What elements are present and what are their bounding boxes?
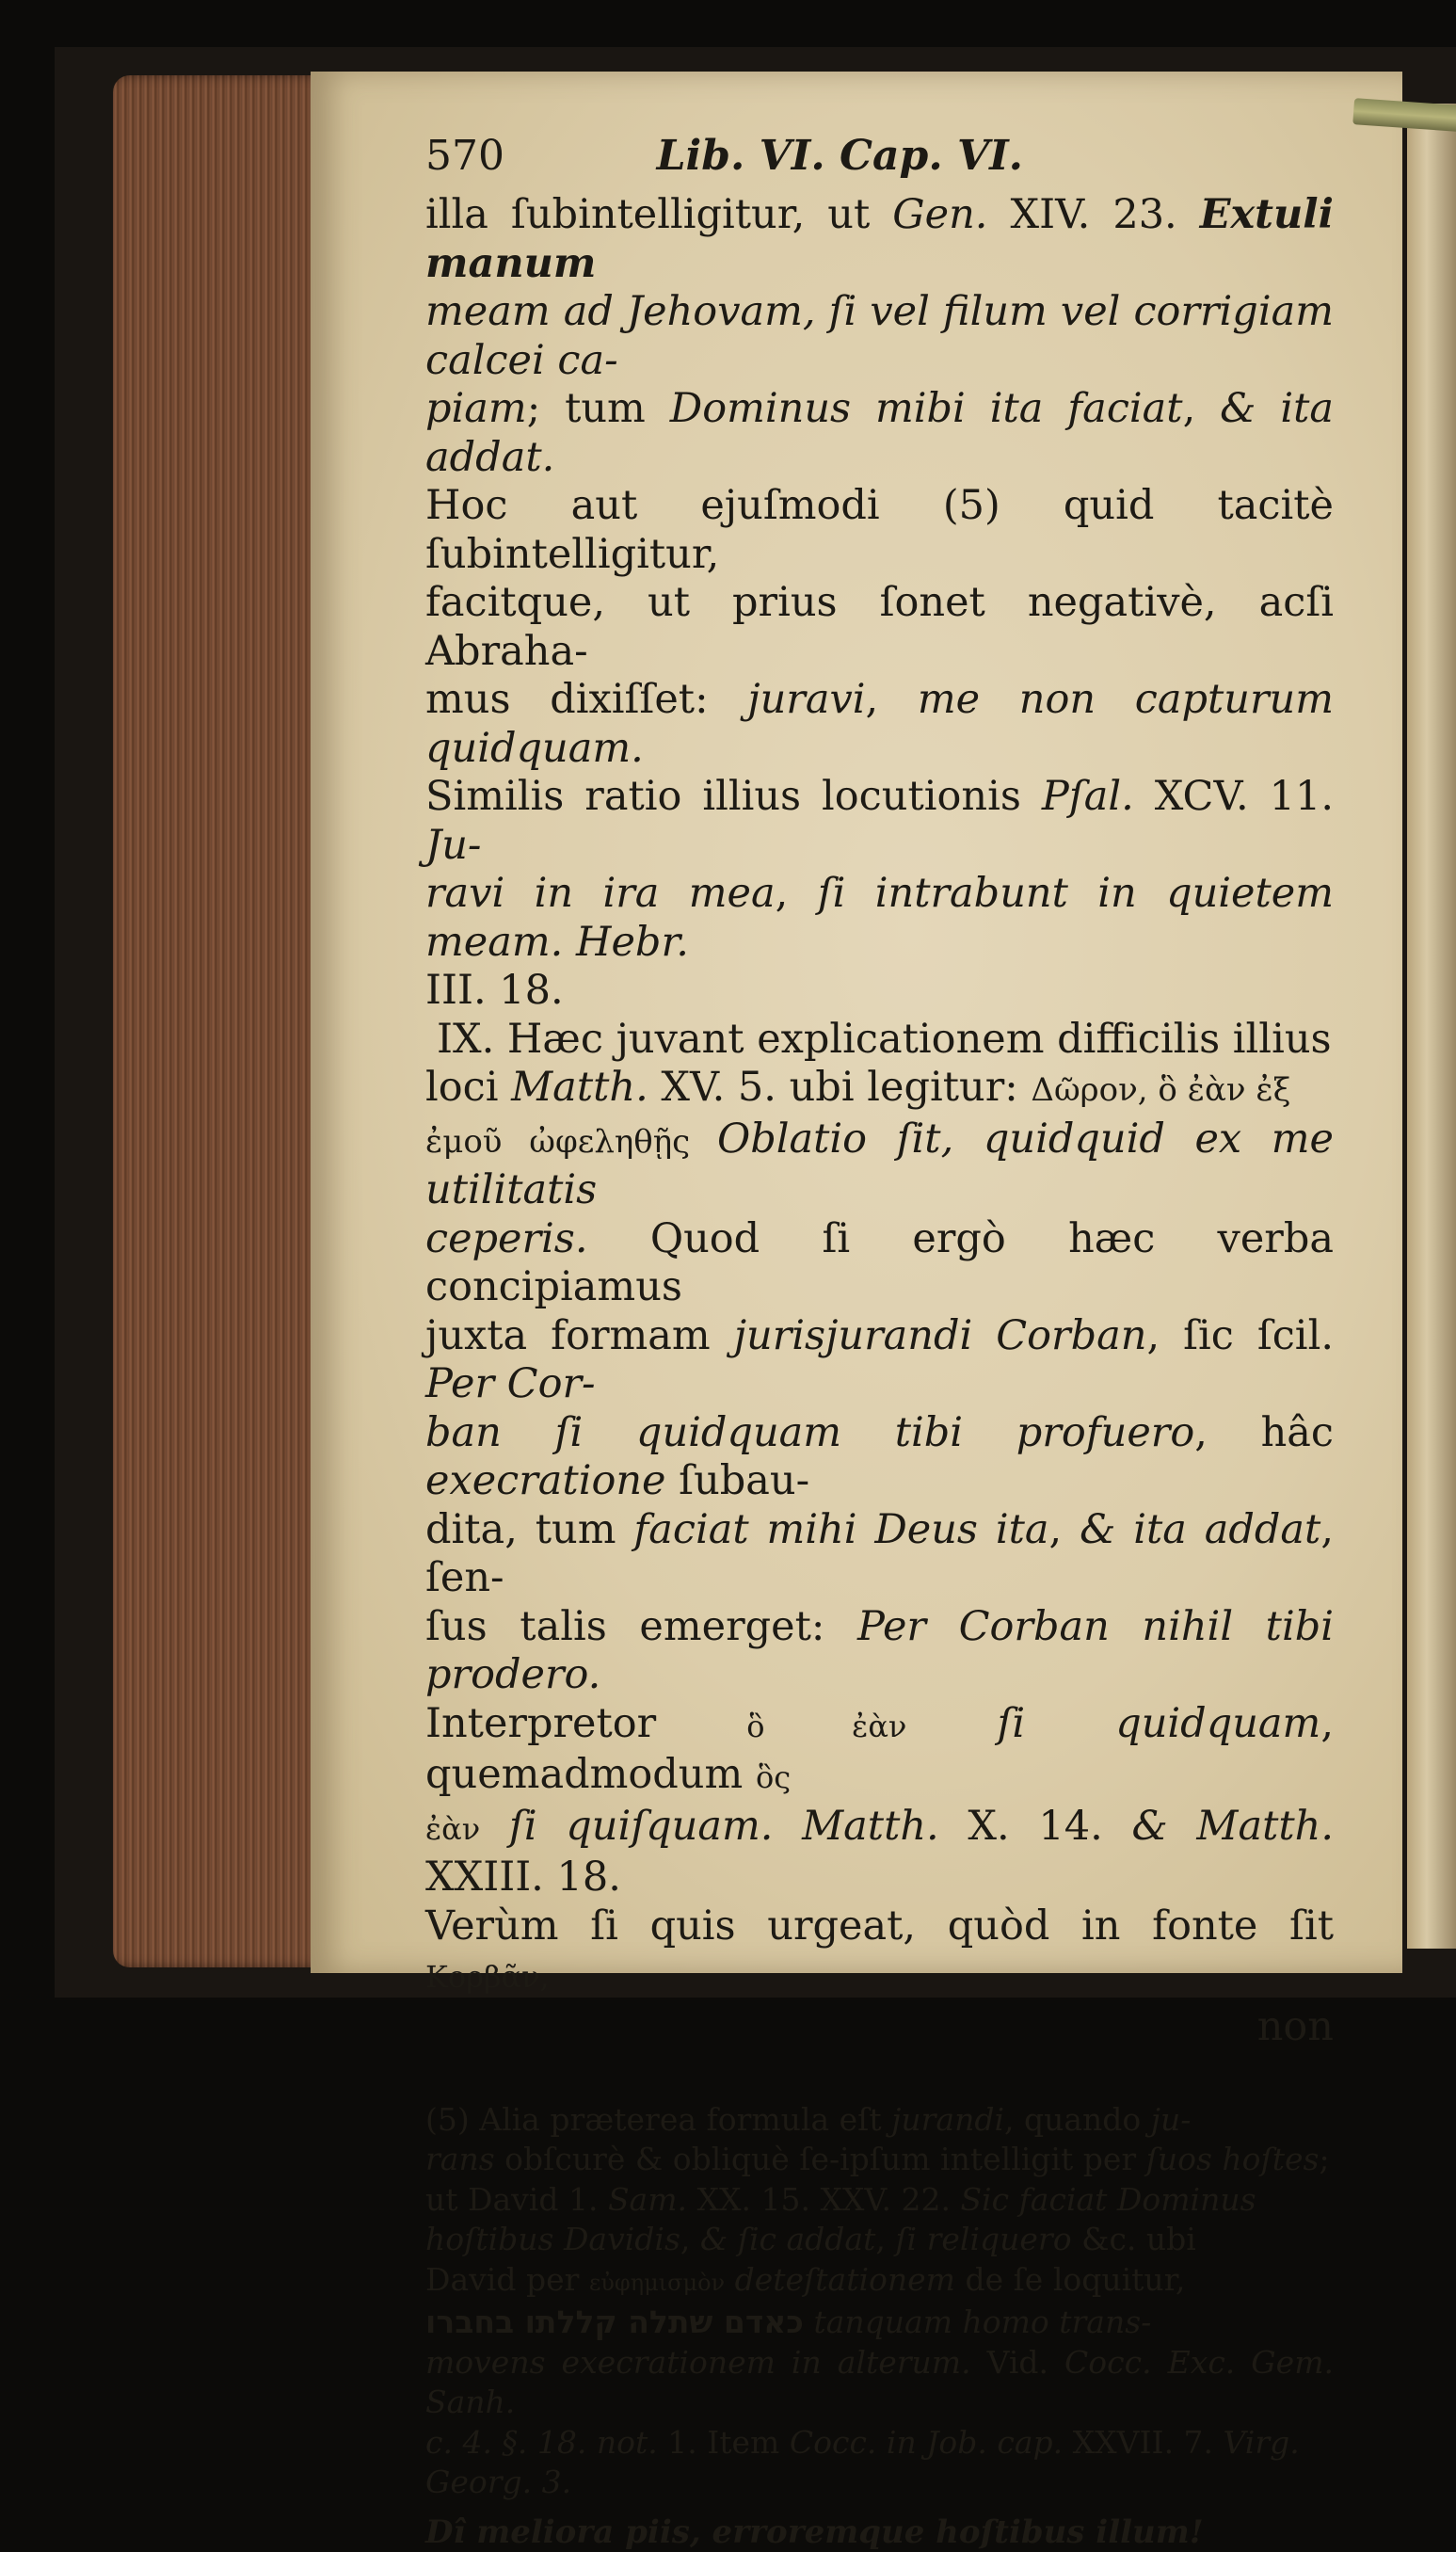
- verse-quote: Dî meliora piis, erroremque hoſtibus illum!: [425, 2512, 1334, 2552]
- page-header: [425, 132, 1334, 180]
- footnote: [425, 2100, 1334, 2552]
- footnote-line: Georg. 3.: [425, 2463, 1334, 2503]
- text-line: mus dixiſſet: juravi, me non capturum quidquam.: [425, 676, 1334, 773]
- text-line: facitque, ut prius ſonet negativè, acſi Abraha-: [425, 579, 1334, 676]
- text-line: ἐμοῦ ὠφεληθῇς Oblatio ſit, quidquid ex me utilitatis: [425, 1115, 1334, 1215]
- text-line: dita, tum faciat mihi Deus ita, & ita addat, ſen-: [425, 1506, 1334, 1603]
- text-line: Similis ratio illius locutionis Pſal. XCV. 11. Ju-: [425, 773, 1334, 870]
- hebrew-phrase: כאדם שתלה קללתו בחברו: [425, 2303, 804, 2340]
- main-text: [425, 191, 1334, 2051]
- text-line: ceperis. Quod ſi ergò hæc verba concipiamus: [425, 1215, 1334, 1312]
- facing-page-edge: [1407, 104, 1456, 1949]
- footnote-line: rans obſcurè & obliquè ſe-ipſum intelligit per ſuos hoſtes;: [425, 2140, 1334, 2180]
- text-line: juxta formam jurisjurandi Corban, ſic ſcil. Per Cor-: [425, 1312, 1334, 1409]
- text-line: Verùm ſi quis urgeat, quòd in fonte ſit Κορβᾶν,: [425, 1902, 1334, 2002]
- footnote-line: (5) Alia præterea formula eſt jurandi, quando ju-: [425, 2100, 1334, 2141]
- section-ix-heading-line: IX. Hæc juvant explicationem difficilis illius: [425, 1016, 1334, 1065]
- text-line: ἐὰν ſi quiſquam. Matth. X. 14. & Matth. XXIII. 18.: [425, 1803, 1334, 1902]
- text-line: piam; tum Dominus mibi ita faciat, & ita addat.: [425, 385, 1334, 482]
- footnote-line: movens execrationem in alterum. Vid. Cocc. Exc. Gem. Sanh.: [425, 2343, 1334, 2423]
- footnote-line: hoſtibus Davidis, & ſic addat, ſi reliquero &c. ubi: [425, 2220, 1334, 2260]
- text-block: [425, 132, 1334, 2552]
- text-line: ſus talis emerget: Per Corban nihil tibi prodero.: [425, 1603, 1334, 1700]
- text-line: meam ad Jehovam, ſi vel filum vel corrigiam calcei ca-: [425, 288, 1334, 385]
- footnote-line: David per εὐφημισμὸν deteſtationem de ſe loquitur,: [425, 2260, 1334, 2303]
- text-line: illa ſubintelligitur, ut Gen. XIV. 23. Extuli manum: [425, 191, 1334, 288]
- text-line: Interpretor ὃ ἐὰν ſi quidquam, quemadmodum ὃς: [425, 1700, 1334, 1803]
- catchword: non: [425, 2002, 1334, 2051]
- page-number: 570: [425, 132, 504, 180]
- text-line: ban ſi quidquam tibi profuero, hâc execratione ſubau-: [425, 1409, 1334, 1506]
- text-line: Hoc aut ejuſmodi (5) quid tacitè ſubintelligitur,: [425, 482, 1334, 579]
- running-title: Lib. VI. Cap. VI.: [657, 132, 1023, 180]
- footnote-line: ut David 1. Sam. XX. 15. XXV. 22. Sic faciat Dominus: [425, 2180, 1334, 2221]
- footnote-line: c. 4. §. 18. not. 1. Item Cocc. in Job. cap. XXVII. 7. Virg.: [425, 2423, 1334, 2464]
- footnote-line: כאדם שתלה קללתו בחברו tanquam homo trans-: [425, 2303, 1334, 2343]
- text-line: loci Matth. XV. 5. ubi legitur: Δῶρον, ὃ ἐὰν ἐξ: [425, 1064, 1334, 1115]
- text-line: ravi in ira mea, ſi intrabunt in quietem meam. Hebr.: [425, 870, 1334, 967]
- text-line: III. 18.: [425, 967, 1334, 1016]
